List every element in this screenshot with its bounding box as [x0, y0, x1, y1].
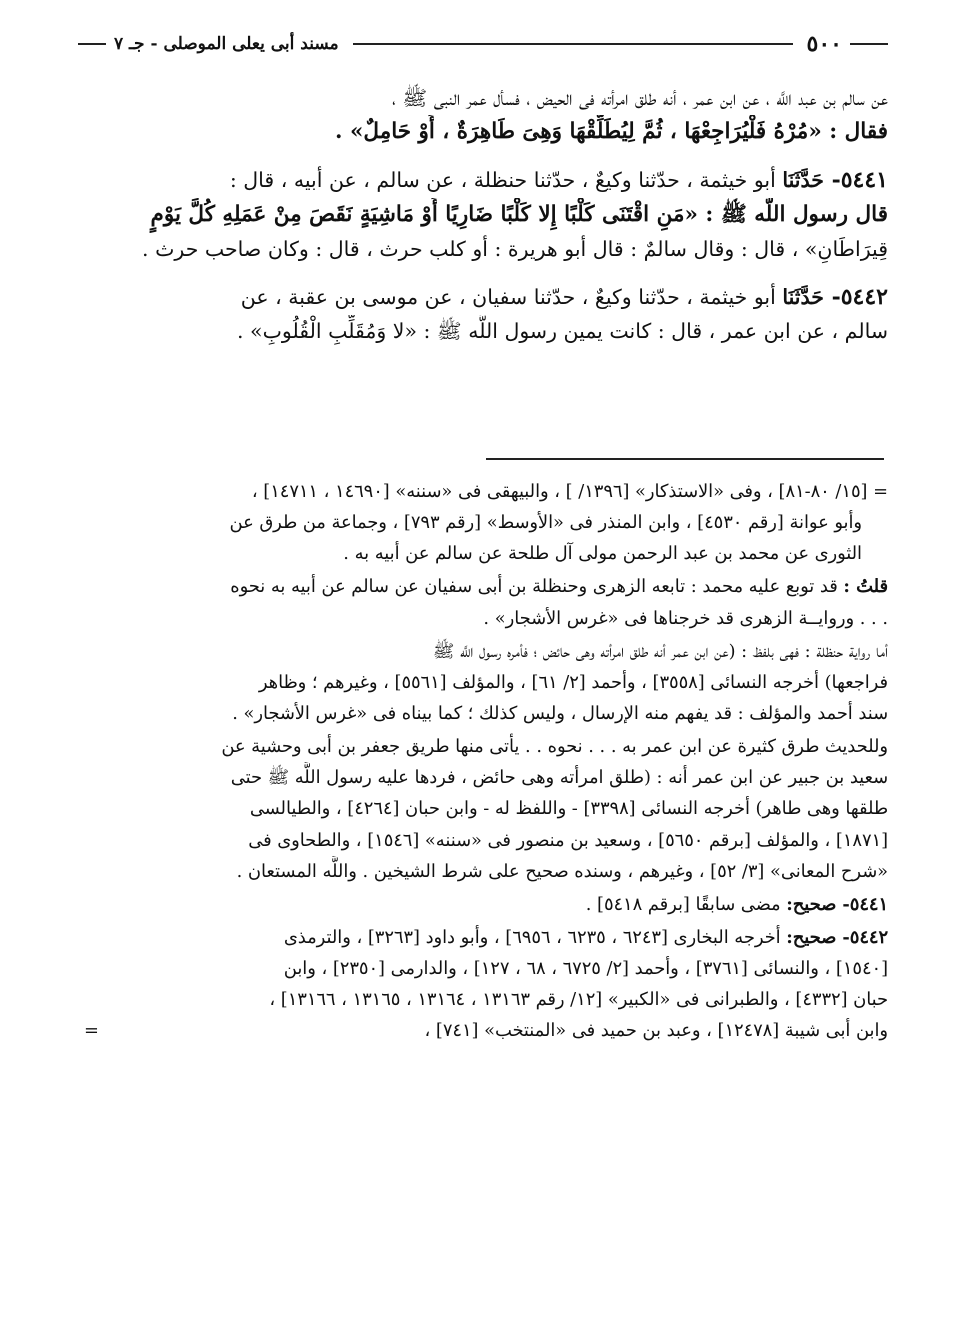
text-span: أبو خيثمة ، حدّثنا وكيعٌ ، حدّثنا حنظلة ، عن سالم ، عن أبيه ، قال :	[229, 168, 776, 193]
footnote	[78, 731, 888, 887]
footnote-line: طلقها وهى طاهر) أخرجه النسائى [٣٣٩٨] - واللفظ له - وابن حبان [٤٢٦٤] ، والطيالسى	[249, 798, 888, 820]
text-span: مضى سابقًا [برقم ٥٤١٨] .	[585, 893, 787, 915]
footnote	[78, 889, 888, 920]
text-span: أبو خيثمة ، حدّثنا وكيعٌ ، حدّثنا سفيان ، عن موسى بن عقبة ، عن	[240, 284, 776, 309]
hadith-number: ٥٤٤٢	[840, 283, 888, 310]
hadith-number: ٥٤٤١	[840, 167, 888, 194]
footnote-line: حبان [٤٣٣٢] ، والطبرانى فى «الكبير» [١٢/ رقم ١٣١٦٣ ، ١٣١٦٤ ، ١٣١٦٥ ، ١٣١٦٦] ،	[269, 989, 888, 1011]
haddathana-word: حَدَّثَنَا	[782, 168, 824, 193]
footnote-divider	[486, 458, 884, 460]
hadith-5442	[80, 280, 888, 348]
footnote-label: ٥٤٤٢- صحيح:	[786, 926, 888, 948]
main-text	[80, 82, 888, 362]
footnote-line: = [١٥/ ٨٠-٨١] ، وفى «الاستذكار» [١٣٩٦/ ] ، والبيهقى فى «سننه» [١٤٦٩٠ ، ١٤٧١١] ،	[251, 481, 888, 502]
book-title: مسند أبى يعلى الموصلى - جـ ٧	[114, 34, 339, 54]
hadith-5441	[80, 163, 888, 265]
haddathana-word: حَدَّثَنَا	[782, 284, 824, 309]
text-line: سالم ، عن ابن عمر ، قال : كانت يمين رسول اللَّه ﷺ : «لا وَمُقَلِّبِ الْقُلُوبِ» .	[237, 318, 888, 343]
footnote-line: وللحديث طرق كثيرة عن ابن عمر به . . . نحوه . . يأتى منها طريق جعفر بن أبى وحشية عن	[221, 736, 888, 758]
footnote-line	[78, 922, 888, 953]
footnote-line: الثورى عن محمد بن عبد الرحمن مولى آل طلحة عن سالم عن أبيه به .	[343, 543, 862, 565]
page-number: ٥٠٠	[806, 31, 842, 57]
footnote-line: . . . وروايــة الزهرى قد خرجناها فى «غرس الأشجار» .	[483, 607, 888, 629]
header-dash	[850, 43, 888, 45]
footnote-line: سند أحمد والمؤلف : قد يفهم منه الإرسال ، وليس كذلك ؛ كما بيناه فى «غرس الأشجار» .	[232, 702, 888, 724]
page-header	[78, 28, 888, 60]
footnote	[78, 476, 888, 569]
footnote-line	[78, 1015, 888, 1046]
footnote-line: [١٨٧١] ، والمؤلف [برقم ٥٦٥٠] ، وسعيد بن منصور فى «سننه» [١٥٤٦] ، والطحاوى فى	[248, 829, 888, 851]
text-span: قد توبع عليه محمد : تابعه الزهرى وحنظلة بن أبى سفيان عن سالم عن أبيه به نحوه	[230, 576, 844, 598]
text-line: ٥٤٤٢- حَدَّثَنَا أبو خيثمة ، حدّثنا وكيعٌ ، حدّثنا سفيان ، عن موسى بن عقبة ، عن	[240, 283, 888, 310]
footnote-label: ٥٤٤١- صحيح:	[786, 893, 888, 915]
footnote	[78, 571, 888, 633]
text-span: أخرجه البخارى [٦٢٤٣ ، ٦٢٣٥ ، ٦٩٥٦] ، وأبو داود [٣٢٦٣] ، والترمذى	[283, 926, 787, 948]
text-line: قال رسول اللَّه ﷺ : «مَنِ اقْتَنَى كَلْبًا إِلا كَلْبًا ضَارِيًا أَوْ مَاشِيَةٍ نَقَصَ مِنْ عَمَلِهِ كُلَّ يَوْمٍ	[150, 202, 888, 228]
hadith-continuation	[80, 82, 888, 149]
footnote-line	[78, 571, 888, 602]
text-line: عن سالم بن عبد اللَّه ، عن ابن عمر ، أنه طلق امرأته فى الحيض ، فسأل عمر النبى ﷺ ،	[391, 86, 888, 110]
footnote-line: «شرح المعانى» [٣/ ٥٢] ، وغيرهم ، وسنده صحيح على شرط الشيخين . واللَّه المستعان .	[236, 860, 888, 882]
text-line: فقال : «مُرْهُ فَلْيُرَاجِعْهَا ، ثُمَّ لِيُطَلِّقْهَا وَهِىَ طَاهِرَةٌ ، أَوْ حَامِلٌ» .	[335, 118, 888, 144]
footnote	[78, 636, 888, 729]
footnote-line: فراجعها) أخرجه النسائى [٣٥٥٨] ، وأحمد [٢/ ٦١] ، والمؤلف [٥٥٦١] ، وغيرهم ؛ وظاهر	[258, 671, 888, 693]
text-line: ٥٤٤١- حَدَّثَنَا أبو خيثمة ، حدّثنا وكيعٌ ، حدّثنا حنظلة ، عن سالم ، عن أبيه ، قال :	[229, 167, 888, 194]
footnote-line: وأبو عوانة [رقم ٤٥٣٠] ، وابن المنذر فى «الأوسط» [رقم ٧٩٣] ، وجماعة من طرق عن	[229, 512, 862, 534]
footnote	[78, 922, 888, 1047]
footnote-line: أما رواية حنظلة : فهى بلفظ : (عن ابن عمر أنه طلق امرأته وهى حائض ؛ فأمره رسول اللَّه ﷺ	[432, 640, 888, 662]
footnote-line: سعيد بن جبير عن ابن عمر أنه : (طلق امرأته وهى حائض ، فردها عليه رسول اللَّه ﷺ حتى	[230, 767, 888, 789]
text-line: قِيرَاطَانِ» ، قال : وقال سالمٌ : قال أبو هريرة : أو كلب حرث ، قال : وكان صاحب حرث .	[142, 236, 888, 261]
header-dash	[78, 43, 106, 45]
text-span: وابن أبى شيبة [١٢٤٧٨] ، وعبد بن حميد فى «المنتخب» [٧٤١] ،	[424, 1020, 888, 1042]
continuation-mark: =	[84, 1020, 99, 1042]
footnotes	[78, 476, 888, 1049]
footnote-line	[78, 889, 888, 920]
header-rule	[353, 43, 793, 45]
footnote-line: [١٥٤٠] ، والنسائى [٣٧٦١] ، وأحمد [٢/ ٦٧٢٥ ، ٦٨ ، ١٢٧] ، والدارمى [٢٣٥٠] ، وابن	[283, 958, 888, 980]
footnote-label: قلتُ :	[843, 576, 888, 598]
